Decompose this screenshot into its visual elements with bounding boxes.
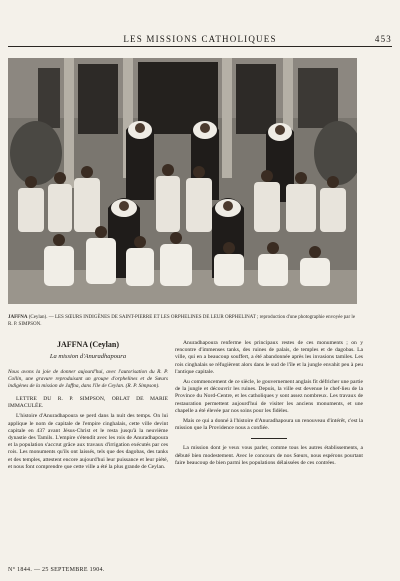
article-subtitle: La mission d'Anuradhapoura xyxy=(49,353,127,360)
caption-text: — LES SŒURS INDIGÈNES DE SAINT-PIERRE ET LES ORPHELINES DE LEUR ORPHELINAT ; reproduction d'une photographie envoyée par le R. P. SIMPSON. xyxy=(8,315,356,327)
body-paragraph: L'histoire d'Anuradhapoura se perd dans la nuit des temps. On lui applique le nom de capitale de l'empire cinghalais, cette ville devint capitale en 437 avant Jésus-Christ et le resta jusqu'à la neuvième dynastie des Tamils. L'empire s'étendit avec les rois de Anuradhapoura et la population s'accrut grâce aux travaux d'irrigation exécutés par ces rois. Les monuments qu'ils ont laissés, tels que des dagobas, des tanks et des temples, attestent encore aujourd'hui leur puissance et leur piété, et nous font comprendre que cette ville a été la plus grande de Ceylan. xyxy=(8,413,168,470)
issue-number: N° 1844. xyxy=(8,567,33,573)
photograph-illustration xyxy=(8,58,357,304)
running-header xyxy=(8,34,392,47)
body-paragraph: Au commencement de ce siècle, le gouvernement anglais fit défricher une partie de la jungle et découvrir les ruines. Depuis, la ville est devenue le chef-lieu de la Province du Nord-Centre, et les catholiques y sont assez nombreux. Les travaux de restauration permettent aujourd'hui de visiter les anciens monuments, et une chapelle a été élevée par nos soins pour les fidèles. xyxy=(175,379,363,414)
right-column xyxy=(175,340,363,470)
caption-country: (Ceylan). xyxy=(28,315,48,320)
body-paragraph: Anuradhapoura renferme les principaux restes de ces monuments ; on y rencontre d'immenses tanks, des ruines de palais, de temples et de dagobas. La ville, qui en a beaucoup souffert, a été abandonnée après les invasions tamiles. Les rois cinghalais se réfugièrent alors dans le sud de l'île et la jungle envahit peu à peu l'antique capitale. xyxy=(175,340,363,375)
article-intro: Nous avons la joie de donner aujourd'hui, avec l'autorisation du R. P. Collin, une gravure reproduisant un groupe d'orphelines et de Sœurs indigènes de la mission de Jaffna, dans l'île de Ceylan. (R. P. Simpson). xyxy=(8,369,168,389)
journal-title: LES MISSIONS CATHOLIQUES xyxy=(123,34,277,44)
body-paragraph: Mais ce qui a donné à l'histoire d'Anuradhapoura un renouveau d'intérêt, c'est la mission que la Providence nous a confiée. xyxy=(175,418,363,432)
caption-place: JAFFNA xyxy=(8,315,28,320)
section-divider xyxy=(251,438,287,439)
left-column xyxy=(8,340,168,474)
photo-caption xyxy=(8,314,360,328)
body-paragraph: La mission dont je veux vous parler, comme tous les autres établissements, a débuté bien modestement. Avec le concours de nos Sœurs, nous espérons pourtant faire beaucoup de bien parmi les populations délaissées de ces contrées. xyxy=(175,445,363,466)
issue-date: — 25 SEPTEMBRE 1904. xyxy=(33,567,105,573)
article-title: JAFFNA (Ceylan) xyxy=(57,340,119,349)
group-photograph xyxy=(8,58,357,304)
page-number: 453 xyxy=(374,34,392,44)
issue-footer xyxy=(8,566,105,574)
letter-heading: LETTRE DU R. P. SIMPSON, OBLAT DE MARIE IMMACULÉE. xyxy=(8,396,168,410)
